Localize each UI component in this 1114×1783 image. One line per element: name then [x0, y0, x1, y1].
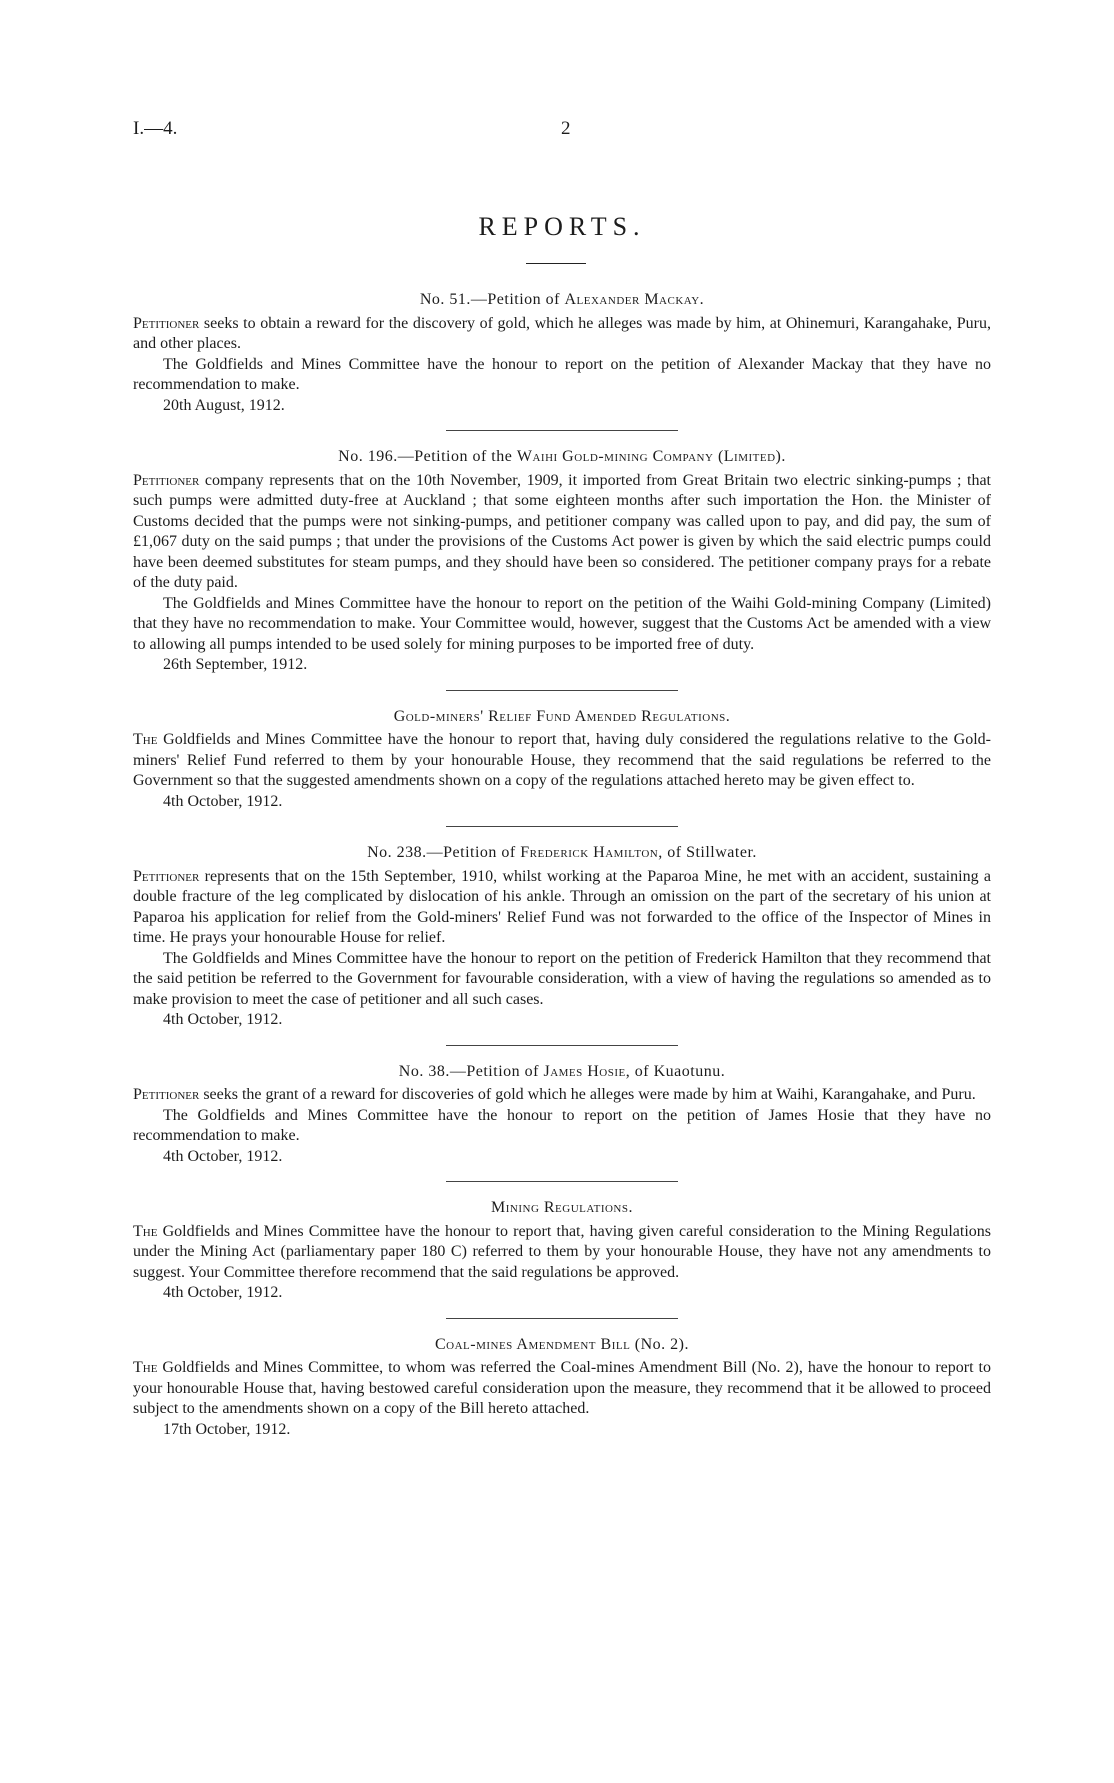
report-date: 4th October, 1912. [163, 1011, 283, 1028]
page-number: 2 [561, 118, 571, 139]
report-paragraph: The Goldfields and Mines Committee have the honour to report that, having given careful consideration to the Mining Regulations under the Mining Act (parliamentary paper 180 C) referred to them by your honourable House, they have not any amendments to suggest. Your Committee therefore recommend that the said regulations be approved. [133, 1222, 991, 1281]
report-section [133, 843, 991, 1031]
committee-report-paragraph: The Goldfields and Mines Committee have the honour to report on the petition of the Waihi Gold-mining Company (Limited) that they have no recommendation to make. Your Committee would, however, suggest that the Customs Act be amended with a view to allowing all pumps intended to be used solely for mining purposes to be imported free of duty. [133, 594, 991, 653]
petition-paragraph: Petitioner company represents that on the 10th November, 1909, it imported from Great Britain two electric sinking-pumps ; that such pumps were admitted duty-free at Auckland ; that some eighteen months after such importation the Hon. the Minister of Customs decided that the pumps were not sinking-pumps, and petitioner company was called upon to pay, and did pay, the sum of £1,067 duty on the said pumps ; that under the provisions of the Customs Act power is given by which the said electric pumps could have been deemed substitutes for steam pumps, and they should have been so considered. The petitioner company prays for a rebate of the duty paid. [133, 471, 991, 591]
report-section [133, 707, 991, 813]
report-date: 4th October, 1912. [163, 1147, 283, 1165]
report-date: 4th October, 1912. [163, 792, 283, 810]
section-heading: No. 38.—Petition of James Hosie, of Kuaotunu. [398, 1062, 726, 1080]
section-heading: No. 238.—Petition of Frederick Hamilton, of Stillwater. [367, 844, 757, 861]
section-heading: Gold-miners' Relief Fund Amended Regulations. [393, 707, 731, 725]
report-date: 17th October, 1912. [163, 1420, 291, 1438]
petition-paragraph: Petitioner represents that on the 15th September, 1910, whilst working at the Paparoa Mine, he met with an accident, sustaining a double fracture of the leg complicated by dislocation of his ankle. Through an omission on the part of the secretary of his union at Paparoa his application for relief from the Gold-miners' Relief Fund was not forwarded to the office of the Inspector of Mines in time. He prays your honourable House for relief. [133, 867, 991, 946]
section-divider [446, 1045, 678, 1046]
committee-report-paragraph: The Goldfields and Mines Committee have the honour to report on the petition of James Hosie that they have no recommendation to make. [133, 1106, 991, 1144]
section-heading: Mining Regulations. [491, 1199, 633, 1216]
section-divider [446, 1181, 678, 1182]
report-date: 4th October, 1912. [163, 1284, 283, 1301]
section-divider [446, 1318, 678, 1319]
section-divider [446, 430, 678, 431]
report-date: 20th August, 1912. [163, 396, 285, 414]
committee-report-paragraph: The Goldfields and Mines Committee have the honour to report on the petition of Alexander Mackay that they have no recommendation to make. [133, 355, 991, 393]
section-heading: Coal-mines Amendment Bill (No. 2). [434, 1335, 690, 1353]
title-underline [526, 263, 586, 264]
paper-reference: I.—4. [133, 118, 178, 139]
petition-paragraph: Petitioner seeks to obtain a reward for the discovery of gold, which he alleges was made by him, at Ohinemuri, Karangahake, Puru, and other places. [133, 314, 991, 352]
section-divider [446, 826, 678, 827]
report-paragraph: The Goldfields and Mines Committee have the honour to report that, having duly considered the regulations relative to the Gold-miners' Relief Fund referred to them by your honourable House, they recommend that the said regulations be referred to the Government so that the suggested amendments shown on a copy of the regulations attached hereto may be given effect to. [133, 731, 991, 789]
report-section [133, 447, 991, 676]
report-section [133, 1198, 991, 1304]
report-section [133, 290, 991, 416]
page-header [133, 118, 991, 148]
page-title: REPORTS. [478, 212, 646, 241]
report-section [133, 1062, 991, 1168]
section-heading: No. 196.—Petition of the Waihi Gold-mining Company (Limited). [338, 448, 786, 465]
report-section [133, 1335, 991, 1441]
reports-body [133, 290, 991, 1440]
petition-paragraph: Petitioner seeks the grant of a reward for discoveries of gold which he alleges were made by him at Waihi, Karangahake, and Puru. [133, 1086, 976, 1103]
report-paragraph: The Goldfields and Mines Committee, to whom was referred the Coal-mines Amendment Bill (No. 2), have the honour to report to your honourable House that, having bestowed careful consideration upon the measure, they recommend that it be allowed to proceed subject to the amendments shown on a copy of the Bill hereto attached. [133, 1359, 991, 1417]
section-divider [446, 690, 678, 691]
report-date: 26th September, 1912. [163, 656, 308, 673]
section-heading: No. 51.—Petition of Alexander Mackay. [419, 291, 705, 308]
committee-report-paragraph: The Goldfields and Mines Committee have the honour to report on the petition of Frederick Hamilton that they recommend that the said petition be referred to the Government for favourable consideration, with a view of having the regulations so amended as to make provision to meet the case of petitioner and all such cases. [133, 949, 991, 1008]
